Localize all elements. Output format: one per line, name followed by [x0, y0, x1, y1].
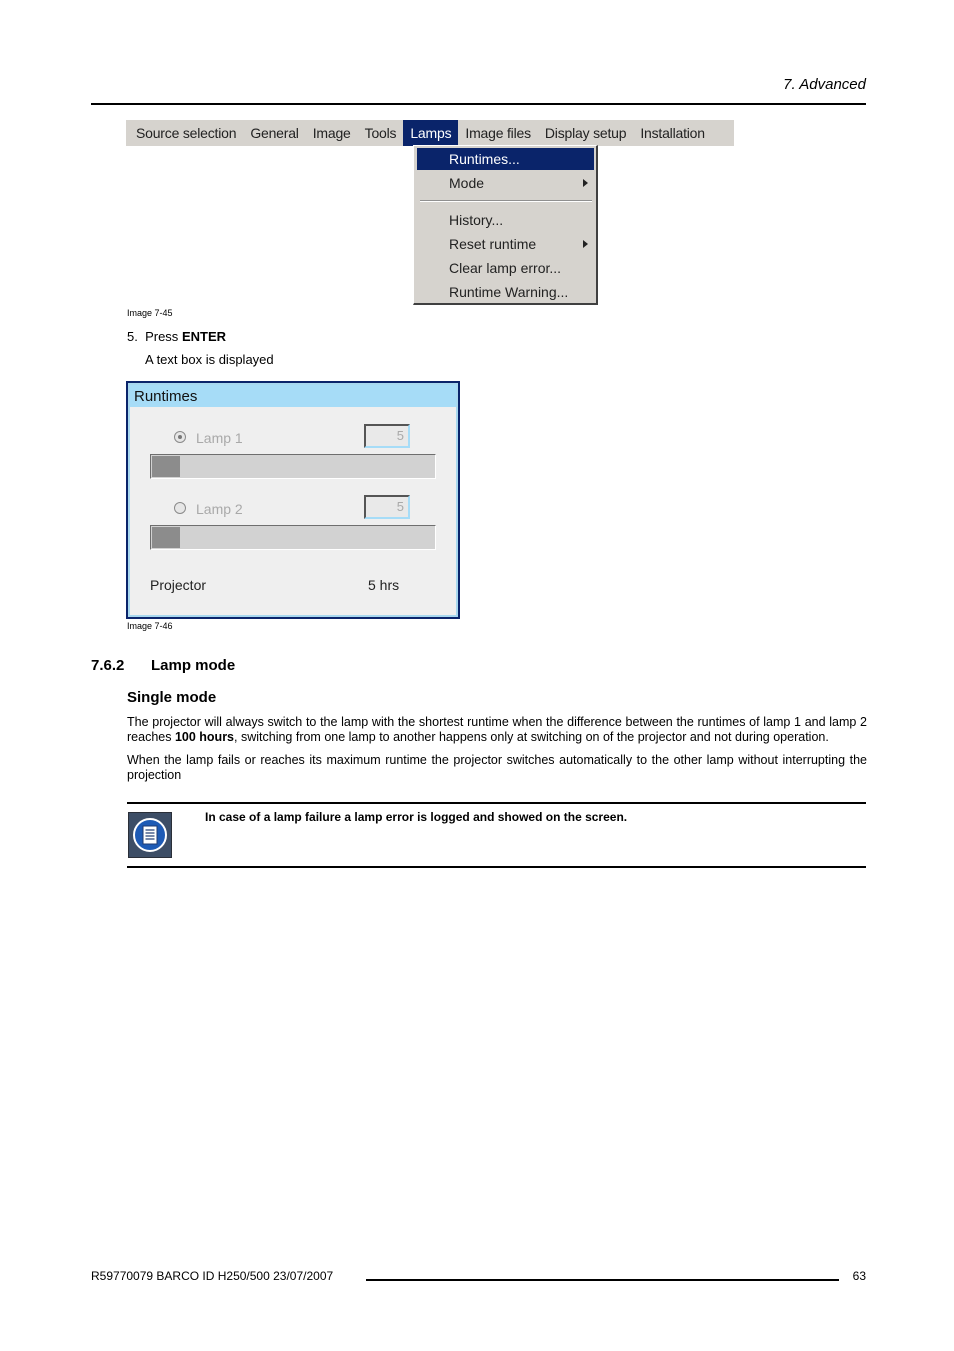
projector-label: Projector: [150, 577, 207, 593]
menu-separator: [420, 200, 592, 202]
menu-item-runtimes[interactable]: [417, 148, 594, 170]
menu-item-history[interactable]: [417, 209, 594, 231]
lamp1-label: Lamp 1: [196, 430, 243, 446]
paragraph: [127, 715, 867, 745]
note-icon: [128, 812, 172, 858]
lamp2-progress-bar: [150, 525, 436, 550]
radio-dot-icon: [178, 435, 182, 439]
menu-item-label: Runtime Warning...: [449, 284, 569, 300]
menu-tools[interactable]: Tools: [364, 125, 397, 141]
step-instruction: [127, 329, 226, 344]
menu-item-label: Runtimes...: [449, 151, 520, 167]
menu-item-runtime-warning[interactable]: [417, 281, 594, 303]
runtimes-dialog: [126, 381, 460, 619]
chapter-title: 7. Advanced: [783, 76, 866, 93]
menu-item-mode[interactable]: [417, 172, 594, 194]
header-rule: [91, 103, 866, 105]
section-title: Lamp mode: [151, 657, 236, 674]
paragraph-text: The projector will always switch to the lamp with the shortest runtime when the difference between the runtimes of lamp 1 and lamp 2 reaches: [127, 715, 867, 744]
menu-lamps[interactable]: Lamps: [403, 120, 458, 146]
dialog-title: Runtimes: [130, 385, 456, 407]
paragraph-bold: 100 hours: [174, 730, 235, 744]
menu-source-selection[interactable]: Source selection: [136, 125, 237, 141]
menu-item-clear-lamp-error[interactable]: [417, 257, 594, 279]
projector-runtime-value: 5 hrs: [368, 577, 400, 593]
step-number: 5.: [127, 329, 138, 344]
lamp1-progress-bar: [150, 454, 436, 479]
page-number: 63: [852, 1269, 866, 1283]
menu-image-files[interactable]: Image files: [465, 125, 531, 141]
paragraph: When the lamp fails or reaches its maximum runtime the projector switches automatically to the other lamp without interrupting the projection: [127, 753, 867, 782]
note-top-rule: [127, 802, 866, 804]
footer-doc-info: R59770079 BARCO ID H250/500 23/07/2007: [91, 1269, 334, 1283]
footer-rule: [366, 1279, 839, 1281]
menu-general[interactable]: General: [250, 125, 299, 141]
document-icon: [129, 813, 171, 857]
lamp1-runtime-field[interactable]: 5: [364, 424, 410, 448]
menu-image[interactable]: Image: [312, 125, 351, 141]
menu-installation[interactable]: Installation: [640, 125, 705, 141]
step-key: ENTER: [181, 329, 226, 344]
subsection-title: Single mode: [127, 689, 217, 706]
lamp1-radio[interactable]: [174, 431, 186, 443]
menu-item-label: Reset runtime: [449, 236, 537, 252]
menu-item-reset-runtime[interactable]: [417, 233, 594, 255]
section-number: 7.6.2: [91, 657, 125, 674]
note-bottom-rule: [127, 866, 866, 868]
image-caption: Image 7-45: [127, 308, 173, 318]
lamps-dropdown: [413, 145, 598, 305]
submenu-arrow-icon: [583, 179, 588, 187]
menubar: [126, 120, 734, 146]
menu-item-label: Clear lamp error...: [449, 260, 562, 276]
lamp2-radio[interactable]: [174, 502, 186, 514]
submenu-arrow-icon: [583, 240, 588, 248]
step-result: A text box is displayed: [145, 352, 274, 367]
lamp2-label: Lamp 2: [196, 501, 243, 517]
menu-item-label: History...: [449, 212, 504, 228]
image-caption: Image 7-46: [127, 621, 173, 631]
menu-display-setup[interactable]: Display setup: [544, 125, 627, 141]
menu-item-label: Mode: [449, 175, 485, 191]
step-prefix: Press: [145, 329, 179, 344]
lamp2-runtime-field[interactable]: 5: [364, 495, 410, 519]
note-text: In case of a lamp failure a lamp error is logged and showed on the screen.: [205, 810, 628, 824]
lamp2-progress-fill: [152, 527, 180, 548]
paragraph-text: , switching from one lamp to another happens only at switching on of the projector and not during operation.: [234, 730, 829, 744]
lamp1-progress-fill: [152, 456, 180, 477]
